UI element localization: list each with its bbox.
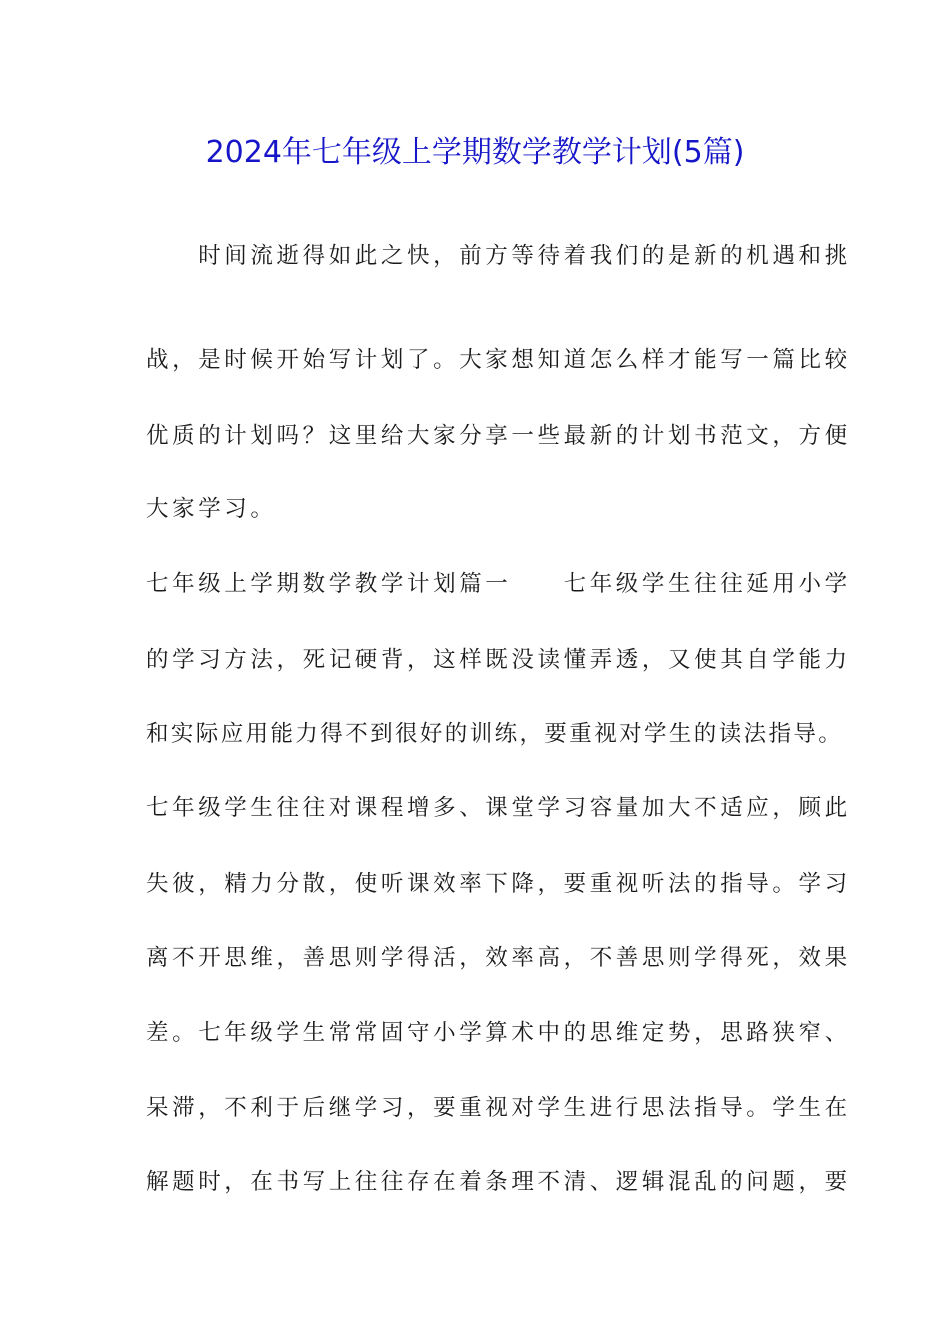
body-line: 大家学习。 (146, 496, 277, 522)
body-line: 呆滞，不利于后继学习，要重视对学生进行思法指导。学生在 (146, 1095, 851, 1121)
body-line: 的学习方法，死记硬背，这样既没读懂弄透，又使其自学能力 (146, 647, 851, 673)
body-line: 离不开思维，善思则学得活，效率高，不善思则学得死，效果 (146, 945, 851, 971)
body-line: 战，是时候开始写计划了。大家想知道怎么样才能写一篇比较 (146, 347, 851, 373)
body-line: 和实际应用能力得不到很好的训练，要重视对学生的读法指导。 (146, 721, 844, 747)
body-line: 解题时，在书写上往往存在着条理不清、逻辑混乱的问题，要 (146, 1169, 851, 1195)
body-line: 优质的计划吗？这里给大家分享一些最新的计划书范文，方便 (146, 423, 851, 449)
body-line: 时间流逝得如此之快，前方等待着我们的是新的机遇和挑 (146, 243, 851, 269)
body-line: 失彼，精力分散，使听课效率下降，要重视听法的指导。学习 (146, 871, 851, 897)
document-title: 2024年七年级上学期数学教学计划(5篇) (205, 135, 745, 170)
body-line: 差。七年级学生常常固守小学算术中的思维定势，思路狭窄、 (146, 1020, 851, 1046)
body-line: 七年级上学期数学教学计划篇一 七年级学生往往延用小学 (146, 571, 851, 597)
body-line: 七年级学生往往对课程增多、课堂学习容量加大不适应，顾此 (146, 795, 851, 821)
